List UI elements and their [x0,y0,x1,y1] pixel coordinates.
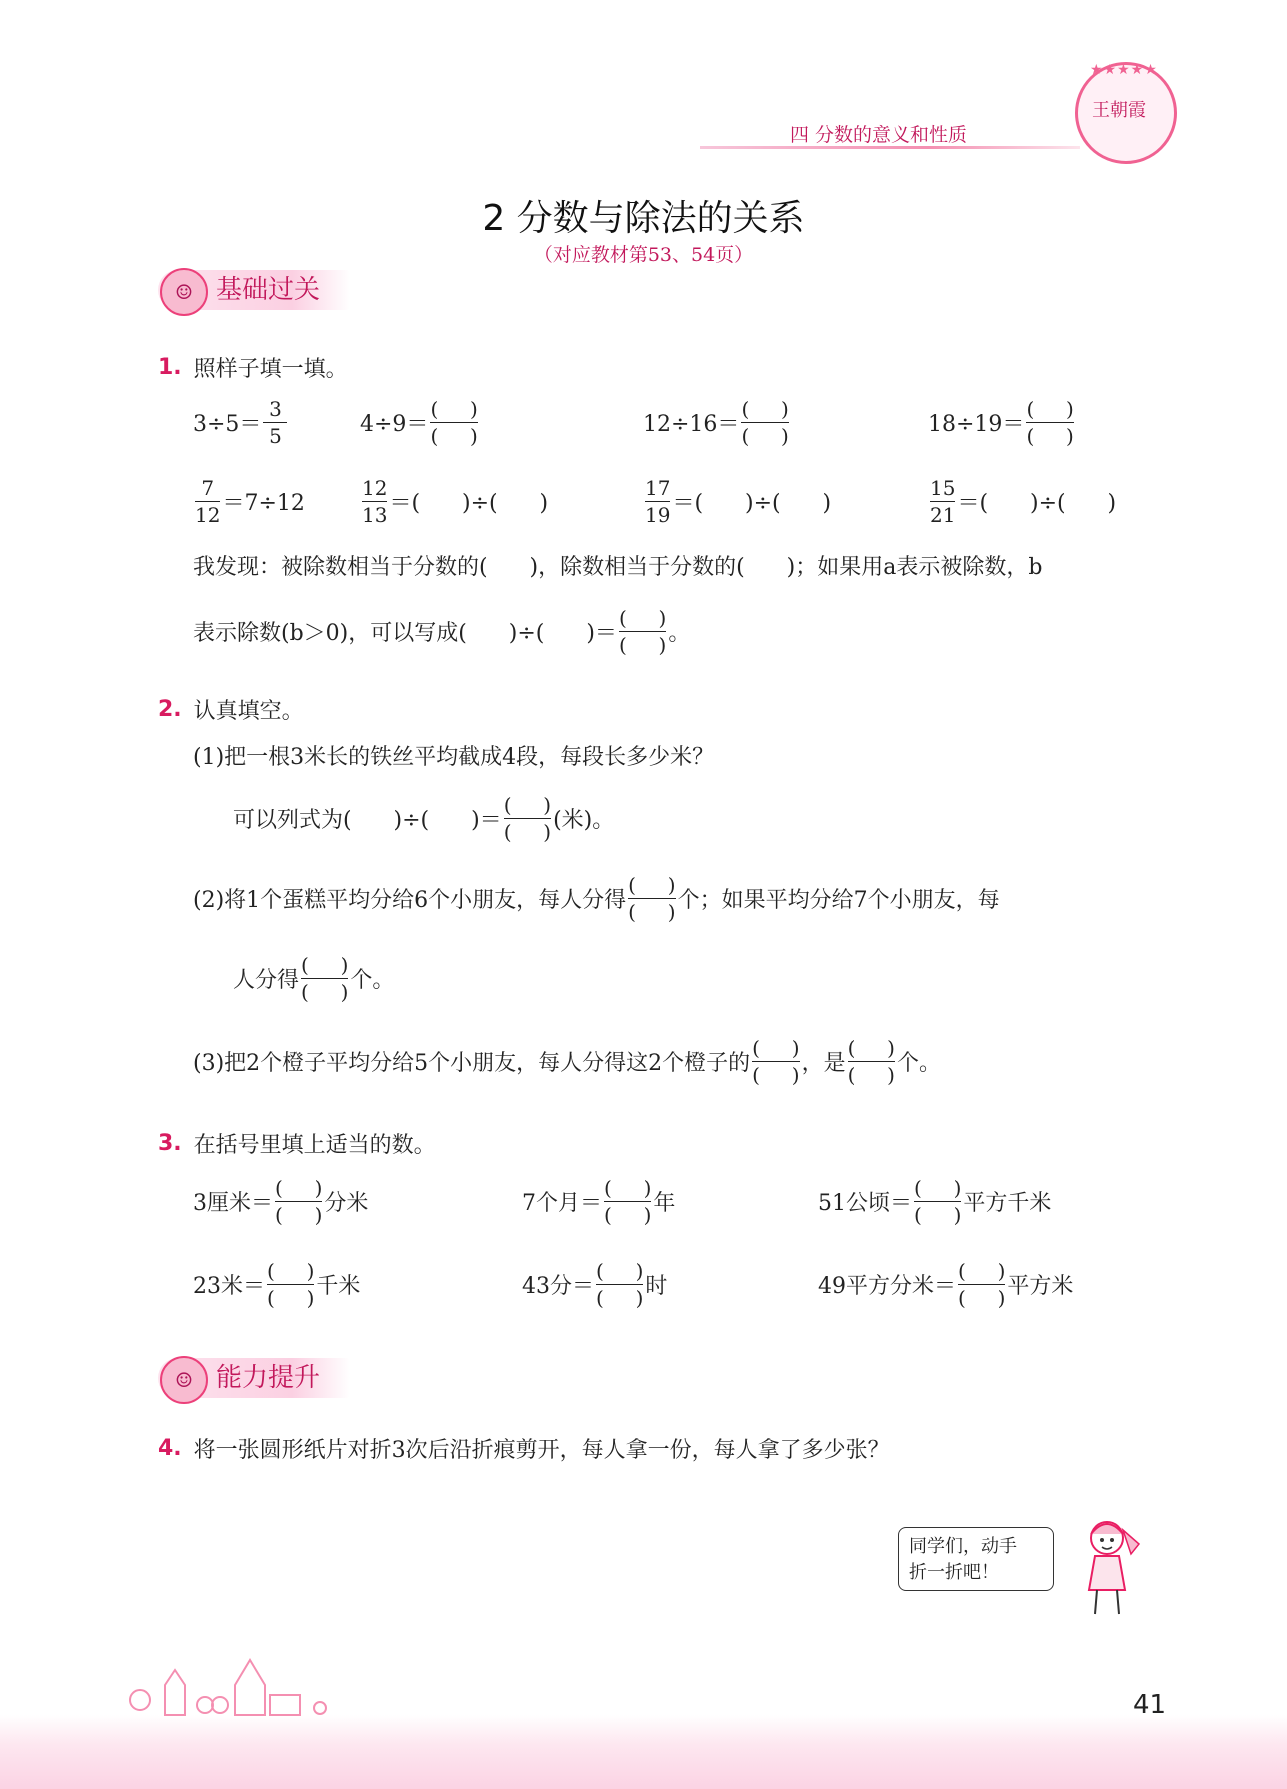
header-divider [700,146,1080,149]
answer-fraction[interactable] [596,1258,643,1311]
numerator-blank[interactable]: ( ) [267,1259,315,1283]
answer-division[interactable]: ＝( )÷( ) [957,491,1117,516]
question-1 [158,352,348,383]
answer-fraction[interactable] [267,1258,314,1311]
q1-item [360,396,480,449]
teacher-icon: ☺ [160,1356,208,1404]
numerator-blank[interactable]: ( ) [752,1036,800,1060]
denominator: 13 [362,503,388,527]
q2-part2 [193,872,1000,925]
part2-text: (2)将1个蛋糕平均分给6个小朋友，每人分得 [193,888,627,913]
unit: 年 [653,1191,676,1216]
fraction [645,475,670,528]
numerator-blank[interactable]: ( ) [275,1176,323,1200]
denominator-blank[interactable]: ( ) [301,980,349,1004]
fraction [195,475,220,528]
numerator: 15 [930,476,956,500]
denominator-blank[interactable]: ( ) [604,1203,652,1227]
denominator-blank[interactable]: ( ) [741,424,789,448]
unit: 千米 [316,1274,361,1299]
part3-text: ，是 [801,1051,846,1076]
denominator-blank[interactable]: ( ) [628,900,676,924]
unit: (米)。 [553,808,615,833]
q3-item [818,1258,1073,1311]
denominator: 19 [645,503,671,527]
numerator-blank[interactable]: ( ) [1026,397,1074,421]
answer-fraction[interactable] [914,1175,961,1228]
question-prompt: 在括号里填上适当的数。 [193,1133,436,1158]
denominator-blank[interactable]: ( ) [1026,424,1074,448]
q2-part1: (1)把一根3米长的铁丝平均截成4段，每段长多少米？ [193,745,715,770]
numerator-blank[interactable]: ( ) [958,1259,1006,1283]
q2-part3 [193,1035,941,1088]
unit: 分米 [324,1191,369,1216]
question-number: 4. [158,1436,182,1461]
logo-stars: ★★★★★ [1090,62,1158,78]
answer-fraction[interactable] [741,396,788,449]
answer-fraction[interactable] [301,952,348,1005]
answer-fraction[interactable] [504,792,551,845]
question-prompt: 照样子填一填。 [193,357,348,382]
numerator: 17 [645,476,671,500]
unit: 平方米 [1007,1274,1074,1299]
footer-band [0,1715,1287,1789]
denominator-blank[interactable]: ( ) [430,424,478,448]
answer-fraction[interactable] [752,1035,799,1088]
numerator-blank[interactable]: ( ) [618,606,667,630]
expression: 4÷9＝ [360,412,429,437]
answer-fraction[interactable] [430,396,477,449]
question-number: 3. [158,1131,182,1156]
division-blank[interactable]: 可以列式为( )÷( )＝ [233,808,502,833]
part2-text: 人分得 [233,968,300,993]
expression: 12÷16＝ [643,412,740,437]
denominator-blank[interactable]: ( ) [596,1286,644,1310]
part3-text: 个。 [896,1051,941,1076]
quantity: 7个月＝ [522,1191,602,1216]
part2-text: 个。 [350,968,395,993]
quantity: 23米＝ [193,1274,265,1299]
answer-fraction[interactable] [958,1258,1005,1311]
denominator-blank[interactable]: ( ) [914,1203,962,1227]
answer-fraction[interactable] [619,605,666,658]
q2-part2-cont [233,952,394,1005]
quantity: 3厘米＝ [193,1191,273,1216]
fraction [362,475,387,528]
answer-fraction[interactable] [604,1175,651,1228]
castle-doodle-icon [120,1650,380,1720]
question-4 [158,1433,890,1464]
speech-bubble [898,1527,1054,1591]
q3-item [818,1175,1051,1228]
unit: 时 [645,1274,668,1299]
q1-item [193,396,289,449]
logo-text: 王朝霞 [1092,100,1146,121]
q3-item [193,1175,368,1228]
numerator-blank[interactable]: ( ) [628,873,676,897]
q2-part1-answer [233,792,614,845]
page-subtitle: （对应教材第53、54页） [533,244,754,266]
discovery-formula-text[interactable]: 表示除数(b＞0)，可以写成( )÷( )＝ [193,621,617,646]
page-title: 2 分数与除法的关系 [482,198,805,239]
part3-text: (3)把2个橙子平均分给5个小朋友，每人分得这2个橙子的 [193,1051,751,1076]
section-basic-label: 基础过关 [158,270,350,310]
section-advanced-label: 能力提升 [158,1358,350,1398]
numerator: 3 [269,397,282,421]
numerator-blank[interactable]: ( ) [596,1259,644,1283]
chapter-heading: 四 分数的意义和性质 [790,124,968,146]
quantity: 51公顷＝ [818,1191,912,1216]
q1-item [928,475,1116,528]
period: 。 [668,621,691,646]
numerator-blank[interactable]: ( ) [503,793,552,817]
denominator-blank[interactable]: ( ) [752,1063,800,1087]
unit: 平方千米 [963,1191,1052,1216]
fraction [263,396,287,449]
expression: 18÷19＝ [928,412,1025,437]
answer-fraction[interactable] [1026,396,1073,449]
answer-fraction[interactable] [275,1175,322,1228]
numerator: 7 [201,476,215,500]
denominator-blank[interactable]: ( ) [847,1063,895,1087]
student-icon: ☺ [160,268,208,316]
numerator-blank[interactable]: ( ) [847,1036,895,1060]
numerator-blank[interactable]: ( ) [741,397,789,421]
denominator: 21 [930,503,956,527]
discovery-text[interactable]: 我发现：被除数相当于分数的( )，除数相当于分数的( )；如果用a表示被除数，b [193,555,1043,580]
question-number: 2. [158,697,182,722]
quantity: 43分＝ [522,1274,594,1299]
numerator-blank[interactable]: ( ) [430,397,478,421]
question-number: 1. [158,355,182,380]
q1-item [928,396,1076,449]
answer-fraction[interactable] [848,1035,895,1088]
question-3 [158,1128,436,1159]
denominator-blank[interactable]: ( ) [275,1203,323,1227]
quantity: 49平方分米＝ [818,1274,956,1299]
q1-item [193,475,305,528]
q3-item [522,1258,667,1311]
q1-item [360,475,548,528]
answer-division[interactable]: ＝( )÷( ) [672,491,832,516]
expression: ＝7÷12 [222,491,305,516]
question-prompt: 将一张圆形纸片对折3次后沿折痕剪开，每人拿一份，每人拿了多少张？ [193,1438,890,1463]
answer-fraction[interactable] [628,872,675,925]
denominator: 12 [195,503,221,527]
question-2 [158,694,304,725]
numerator-blank[interactable]: ( ) [604,1176,652,1200]
answer-division[interactable]: ＝( )÷( ) [389,491,549,516]
numerator-blank[interactable]: ( ) [301,953,349,977]
q1-item [643,475,831,528]
question-prompt: 认真填空。 [193,699,304,724]
denominator-blank[interactable]: ( ) [267,1286,315,1310]
bubble-line-1: 同学们，动手 [909,1536,1017,1557]
numerator-blank[interactable]: ( ) [914,1176,962,1200]
expression: 3÷5＝ [193,412,262,437]
numerator: 12 [362,476,388,500]
q3-item [193,1258,360,1311]
denominator-blank[interactable]: ( ) [618,633,667,657]
bubble-line-2: 折一折吧！ [909,1562,999,1583]
part2-text: 个；如果平均分给7个小朋友，每 [677,888,1000,913]
q1-item [643,396,791,449]
q3-item [522,1175,675,1228]
fraction [930,475,955,528]
girl-character-icon [1075,1510,1145,1620]
denominator-blank[interactable]: ( ) [503,820,552,844]
denominator-blank[interactable]: ( ) [958,1286,1006,1310]
page-number: 41 [1133,1690,1167,1720]
denominator: 5 [269,424,282,448]
discovery-formula [193,605,690,658]
